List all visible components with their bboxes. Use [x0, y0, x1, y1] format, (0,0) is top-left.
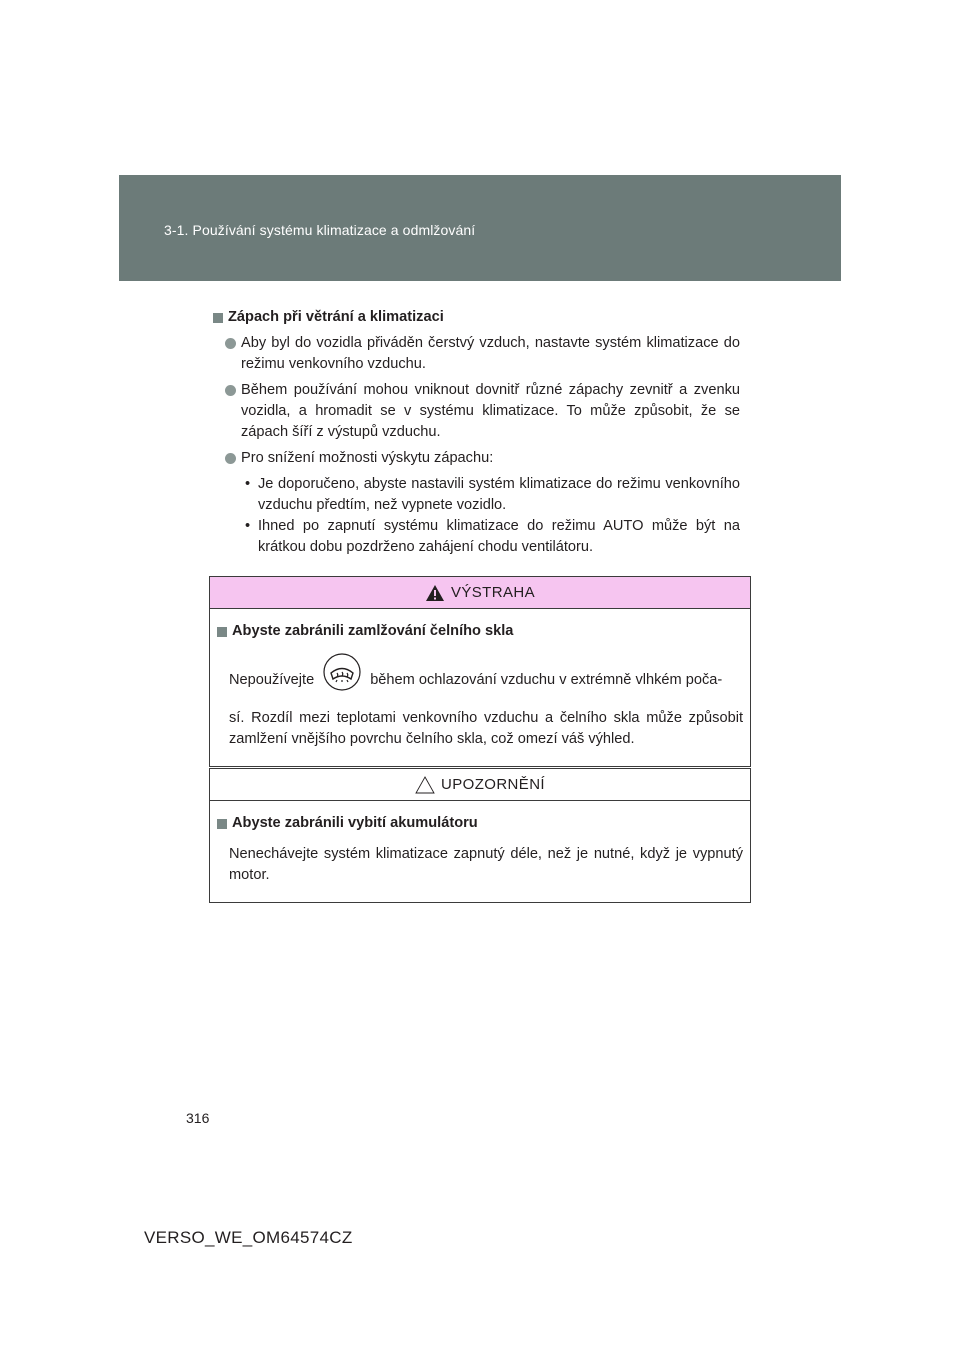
square-bullet-icon — [213, 313, 223, 323]
notice-box — [209, 768, 751, 903]
notice-heading — [216, 813, 743, 834]
warning-text-after-icon: během ochlazování vzduchu v extrémně vlhkém poča- — [370, 671, 723, 688]
header-band — [119, 175, 841, 281]
warning-heading-text: Abyste zabránili zamlžování čelního skla — [232, 623, 514, 639]
list-item-text: Během používání mohou vniknout dovnitř různé zápachy zevnitř a zvenku vozidla, a hromadit se v systému klimatizace. To může způsobit, že se zápach šíří z výstupů vzduchu. — [241, 382, 740, 440]
sub-bullet-marker: • — [245, 518, 251, 534]
page-number: 316 — [186, 1110, 210, 1126]
list-item — [212, 333, 740, 375]
list-item-text: Pro snížení možnosti výskytu zápachu: — [241, 450, 494, 466]
warning-triangle-icon — [425, 584, 445, 602]
warning-label: VÝSTRAHA — [450, 584, 536, 601]
list-item — [212, 380, 740, 443]
square-bullet-icon — [217, 627, 227, 637]
notice-box-body — [210, 801, 750, 902]
sub-list-item-text: Je doporučeno, abyste nastavili systém klimatizace do režimu venkovního vzduchu předtím, než vypnete vozidlo. — [258, 476, 740, 513]
notice-label: UPOZORNĚNÍ — [440, 776, 545, 793]
warning-paragraph-continued: sí. Rozdíl mezi teplotami venkovního vzduchu a čelního skla může způsobit zamlžení vnějšího povrchu čelního skla, což omezí váš výhled. — [229, 710, 743, 747]
sub-bullet-marker: • — [245, 476, 251, 492]
notice-box-header — [210, 769, 750, 801]
warning-box — [209, 576, 751, 767]
warning-box-body — [210, 609, 750, 766]
section-title: Zápach při větrání a klimatizaci — [228, 309, 444, 325]
section-heading — [212, 307, 740, 328]
sub-list-item-text: Ihned po zapnutí systému klimatizace do režimu AUTO může být na krátkou dobu pozdrženo zahájení chodu ventilátoru. — [258, 518, 740, 555]
notice-paragraph: Nenechávejte systém klimatizace zapnutý déle, než je nutné, když je vypnutý motor. — [229, 846, 743, 883]
sub-list-item — [212, 474, 740, 516]
warning-heading — [216, 621, 743, 642]
round-bullet-icon — [225, 453, 236, 464]
list-item — [212, 448, 740, 469]
round-bullet-icon — [225, 385, 236, 396]
round-bullet-icon — [225, 338, 236, 349]
chapter-title: 3-1. Používání systému klimatizace a odmlžování — [164, 222, 476, 238]
main-content — [212, 307, 740, 558]
document-code: VERSO_WE_OM64574CZ — [144, 1228, 353, 1247]
warning-paragraph-line1 — [229, 652, 743, 708]
front-defroster-icon — [322, 652, 362, 708]
notice-heading-text: Abyste zabránili vybití akumulátoru — [232, 815, 478, 831]
warning-text-before-icon: Nepoužívejte — [229, 671, 315, 688]
caution-triangle-icon — [415, 776, 435, 794]
square-bullet-icon — [217, 819, 227, 829]
list-item-text: Aby byl do vozidla přiváděn čerstvý vzduch, nastavte systém klimatizace do režimu venkovního vzduchu. — [241, 335, 740, 372]
warning-box-header — [210, 577, 750, 609]
sub-list-item — [212, 516, 740, 558]
